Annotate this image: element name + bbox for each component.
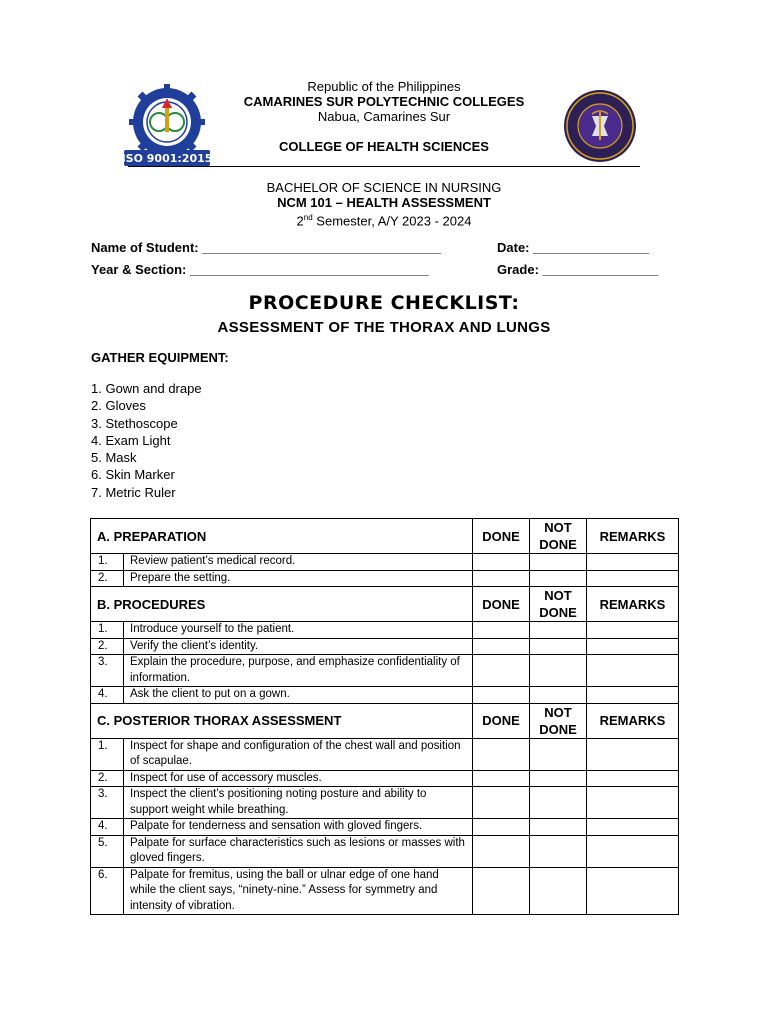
- equipment-heading: GATHER EQUIPMENT:: [91, 350, 229, 365]
- table-row: [91, 738, 679, 770]
- row-number: 5.: [91, 835, 124, 867]
- done-cell[interactable]: [473, 570, 530, 587]
- semester-line: [0, 210, 768, 228]
- equipment-item: 4. Exam Light: [91, 432, 171, 448]
- row-text: Palpate for surface characteristics such as lesions or masses with gloved fingers.: [124, 835, 473, 867]
- table-row: [91, 687, 679, 704]
- course-name: NCM 101 – HEALTH ASSESSMENT: [277, 195, 491, 210]
- row-number: 1.: [91, 738, 124, 770]
- table-row: [91, 655, 679, 687]
- row-number: 3.: [91, 787, 124, 819]
- equipment-item: 1. Gown and drape: [91, 381, 202, 396]
- row-text: Explain the procedure, purpose, and emphasize confidentiality of information.: [124, 655, 473, 687]
- remarks-cell[interactable]: [587, 835, 679, 867]
- not-done-cell[interactable]: [530, 867, 587, 915]
- table-row: [91, 770, 679, 787]
- row-number: 4.: [91, 687, 124, 704]
- grade-line[interactable]: ________________: [542, 262, 659, 277]
- not-done-cell[interactable]: [530, 787, 587, 819]
- school-name: CAMARINES SUR POLYTECHNIC COLLEGES: [243, 94, 525, 109]
- section-header-row: [91, 587, 679, 622]
- remarks-cell[interactable]: [587, 622, 679, 639]
- not-done-column-header: NOT DONE: [530, 703, 587, 738]
- table-row: [91, 622, 679, 639]
- row-number: 3.: [91, 655, 124, 687]
- done-cell[interactable]: [473, 770, 530, 787]
- year-section-line[interactable]: _________________________________: [190, 262, 429, 277]
- table-row: [91, 819, 679, 836]
- row-number: 1.: [91, 622, 124, 639]
- done-cell[interactable]: [473, 554, 530, 571]
- row-number: 1.: [91, 554, 124, 571]
- remarks-column-header: REMARKS: [587, 587, 679, 622]
- table-row: [91, 570, 679, 587]
- iso-label: ISO 9001:2015: [121, 152, 213, 165]
- not-done-cell[interactable]: [530, 819, 587, 836]
- done-cell[interactable]: [473, 638, 530, 655]
- not-done-cell[interactable]: [530, 835, 587, 867]
- not-done-cell[interactable]: [530, 622, 587, 639]
- section-header-row: [91, 703, 679, 738]
- table-row: [91, 787, 679, 819]
- table-row: [91, 835, 679, 867]
- row-number: 2.: [91, 638, 124, 655]
- row-number: 6.: [91, 867, 124, 915]
- done-column-header: DONE: [473, 587, 530, 622]
- student-name-line[interactable]: _________________________________: [202, 240, 441, 255]
- date-line[interactable]: ________________: [533, 240, 649, 255]
- row-text: Verify the client’s identity.: [124, 638, 473, 655]
- remarks-cell[interactable]: [587, 819, 679, 836]
- done-cell[interactable]: [473, 867, 530, 915]
- row-text: Introduce yourself to the patient.: [124, 622, 473, 639]
- semester-suffix: nd: [303, 213, 313, 222]
- row-text: Inspect the client’s positioning noting posture and ability to support weight while breathing.: [124, 787, 473, 819]
- table-row: [91, 867, 679, 915]
- student-name-field[interactable]: [91, 240, 441, 255]
- done-cell[interactable]: [473, 655, 530, 687]
- section-title: A. PREPARATION: [91, 519, 473, 554]
- semester-text: Semester, A/Y 2023 - 2024: [312, 213, 472, 229]
- semester-number: 2: [296, 213, 304, 229]
- equipment-item: 3. Stethoscope: [91, 415, 178, 431]
- year-section-label: Year & Section:: [91, 262, 187, 277]
- done-column-header: DONE: [473, 703, 530, 738]
- not-done-cell[interactable]: [530, 770, 587, 787]
- equipment-item: 5. Mask: [91, 450, 137, 466]
- done-cell[interactable]: [473, 835, 530, 867]
- date-field[interactable]: [497, 240, 649, 255]
- header-divider: [128, 166, 640, 167]
- row-text: Palpate for tenderness and sensation with gloved fingers.: [124, 819, 473, 836]
- equipment-item: 7. Metric Ruler: [91, 484, 176, 500]
- school-location: Nabua, Camarines Sur: [317, 109, 451, 124]
- row-text: Inspect for use of accessory muscles.: [124, 770, 473, 787]
- section-title: C. POSTERIOR THORAX ASSESSMENT: [91, 703, 473, 738]
- equipment-item: 2. Gloves: [91, 398, 146, 414]
- row-text: Ask the client to put on a gown.: [124, 687, 473, 704]
- procedure-checklist-table: [90, 518, 679, 915]
- remarks-cell[interactable]: [587, 687, 679, 704]
- remarks-cell[interactable]: [587, 554, 679, 571]
- done-cell[interactable]: [473, 687, 530, 704]
- row-number: 2.: [91, 570, 124, 587]
- not-done-column-header: NOT DONE: [530, 519, 587, 554]
- row-text: Inspect for shape and configuration of the chest wall and position of scapulae.: [124, 738, 473, 770]
- date-label: Date:: [497, 240, 530, 255]
- remarks-cell[interactable]: [587, 787, 679, 819]
- equipment-item: 6. Skin Marker: [91, 467, 175, 483]
- row-number: 2.: [91, 770, 124, 787]
- republic-line: Republic of the Philippines: [307, 79, 461, 94]
- done-cell[interactable]: [473, 819, 530, 836]
- done-cell[interactable]: [473, 738, 530, 770]
- table-row: [91, 554, 679, 571]
- table-row: [91, 638, 679, 655]
- section-title: B. PROCEDURES: [91, 587, 473, 622]
- grade-label: Grade:: [497, 262, 539, 277]
- remarks-cell[interactable]: [587, 738, 679, 770]
- row-text: Prepare the setting.: [124, 570, 473, 587]
- checklist-subtitle: ASSESSMENT OF THE THORAX AND LUNGS: [217, 319, 551, 336]
- remarks-cell[interactable]: [587, 867, 679, 915]
- remarks-cell[interactable]: [587, 770, 679, 787]
- section-header-row: [91, 519, 679, 554]
- row-number: 4.: [91, 819, 124, 836]
- not-done-cell[interactable]: [530, 687, 587, 704]
- grade-field[interactable]: [497, 262, 658, 277]
- done-cell[interactable]: [473, 787, 530, 819]
- not-done-column-header: NOT DONE: [530, 587, 587, 622]
- year-section-field[interactable]: [91, 262, 429, 277]
- remarks-cell[interactable]: [587, 570, 679, 587]
- remarks-cell[interactable]: [587, 655, 679, 687]
- not-done-cell[interactable]: [530, 554, 587, 571]
- college-name: COLLEGE OF HEALTH SCIENCES: [279, 139, 489, 154]
- done-cell[interactable]: [473, 622, 530, 639]
- equipment-list: [91, 380, 202, 501]
- checklist-title: PROCEDURE CHECKLIST:: [248, 292, 520, 314]
- program-name: BACHELOR OF SCIENCE IN NURSING: [266, 180, 502, 195]
- remarks-cell[interactable]: [587, 638, 679, 655]
- remarks-column-header: REMARKS: [587, 519, 679, 554]
- not-done-cell[interactable]: [530, 655, 587, 687]
- not-done-cell[interactable]: [530, 570, 587, 587]
- done-column-header: DONE: [473, 519, 530, 554]
- remarks-column-header: REMARKS: [587, 703, 679, 738]
- not-done-cell[interactable]: [530, 638, 587, 655]
- row-text: Review patient’s medical record.: [124, 554, 473, 571]
- student-name-label: Name of Student:: [91, 240, 199, 255]
- row-text: Palpate for fremitus, using the ball or ulnar edge of one hand while the client says, “ninety-nine.” Assess for symmetry and intensity of vibration.: [124, 867, 473, 915]
- not-done-cell[interactable]: [530, 738, 587, 770]
